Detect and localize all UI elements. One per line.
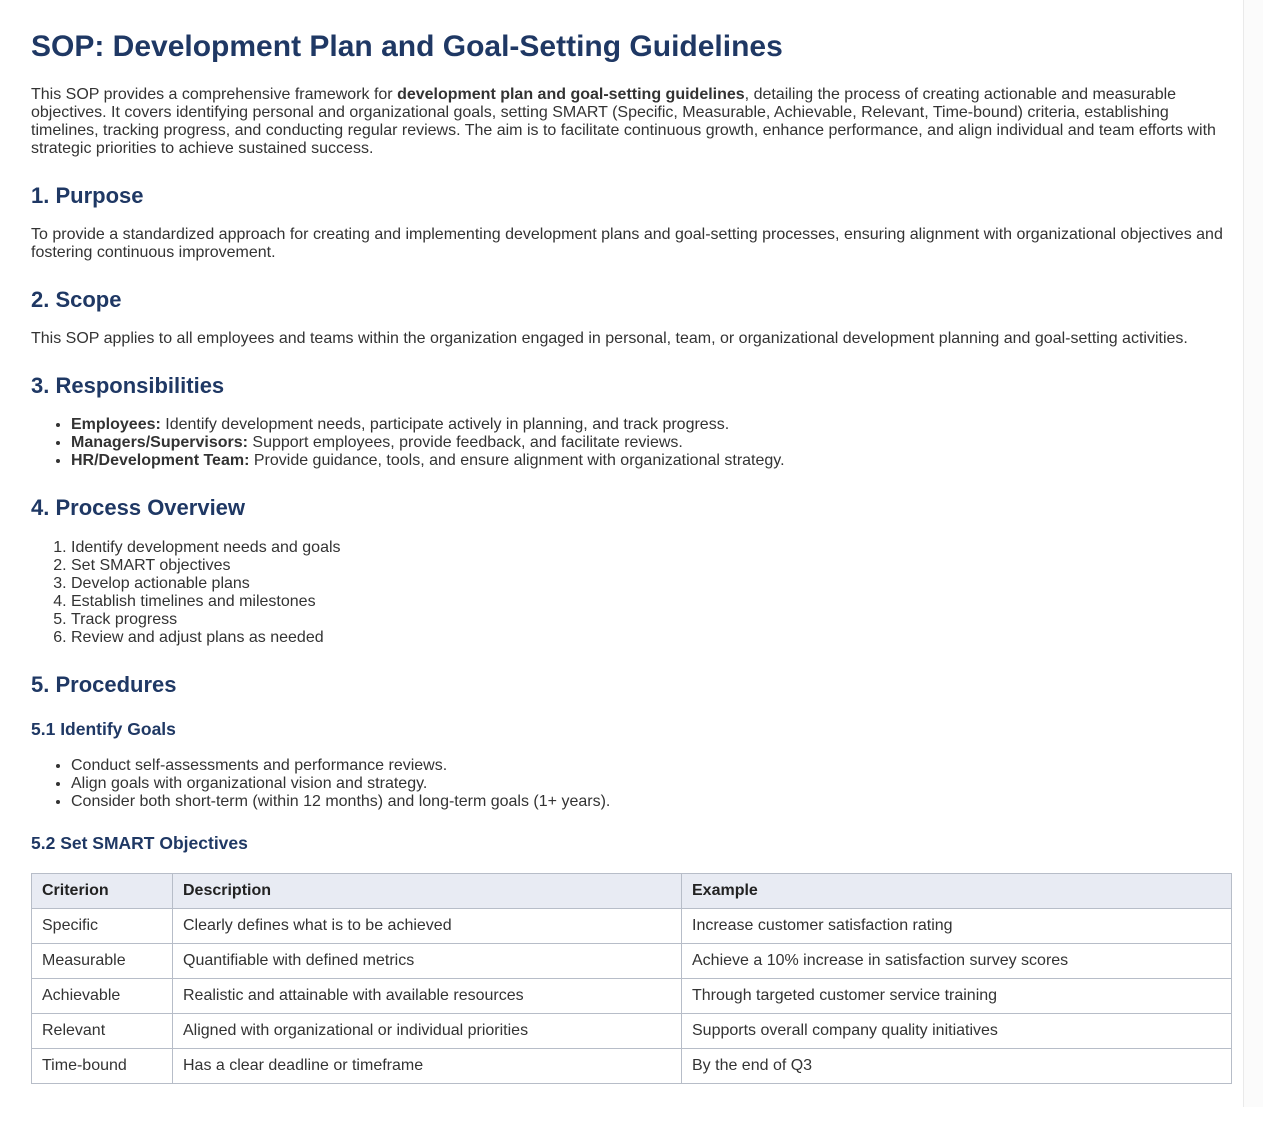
table-cell-example: Achieve a 10% increase in satisfaction survey scores: [682, 944, 1232, 979]
table-row: [32, 979, 1232, 1014]
subsection-heading-smart-objectives: 5.2 Set SMART Objectives: [31, 833, 1231, 853]
vertical-scrollbar[interactable]: [1243, 0, 1263, 1107]
table-cell-example: Through targeted customer service training: [682, 979, 1232, 1014]
list-item: 4. Establish timelines and milestones: [71, 593, 1231, 611]
table-cell-criterion: Specific: [32, 909, 173, 944]
section-process-overview: [31, 495, 1231, 646]
table-row: [32, 909, 1232, 944]
list-item: • Consider both short-term (within 12 months) and long-term goals (1+ years).: [71, 793, 1231, 811]
purpose-paragraph: To provide a standardized approach for creating and implementing development plans and goal-setting processes, ensuring alignment with organizational objectives and fostering continuous improvement.: [31, 226, 1231, 262]
responsibility-text: Support employees, provide feedback, and facilitate reviews.: [252, 434, 682, 451]
table-header-row: [32, 874, 1232, 909]
table-cell-criterion: Achievable: [32, 979, 173, 1014]
table-cell-description: Quantifiable with defined metrics: [173, 944, 682, 979]
section-scope: [31, 287, 1231, 348]
subsection-heading-identify-goals: 5.1 Identify Goals: [31, 719, 1231, 739]
responsibilities-list: [31, 416, 1231, 470]
table-cell-criterion: Time-bound: [32, 1049, 173, 1084]
identify-goals-list: [31, 757, 1231, 811]
section-heading-procedures: 5. Procedures: [31, 672, 1231, 697]
list-item: [71, 416, 1231, 434]
smart-objectives-table: [31, 873, 1232, 1084]
list-item: 2. Set SMART objectives: [71, 557, 1231, 575]
responsibility-role-label: HR/Development Team:: [71, 452, 254, 469]
table-cell-description: Realistic and attainable with available resources: [173, 979, 682, 1014]
table-row: [32, 944, 1232, 979]
section-responsibilities: [31, 373, 1231, 470]
list-item: • Align goals with organizational vision and strategy.: [71, 775, 1231, 793]
intro-text-before: This SOP provides a comprehensive framework for: [31, 86, 397, 103]
section-heading-purpose: 1. Purpose: [31, 183, 1231, 208]
table-row: [32, 1049, 1232, 1084]
responsibility-text: Provide guidance, tools, and ensure alignment with organizational strategy.: [254, 452, 785, 469]
table-cell-example: Increase customer satisfaction rating: [682, 909, 1232, 944]
table-cell-description: Aligned with organizational or individual priorities: [173, 1014, 682, 1049]
table-cell-description: Has a clear deadline or timeframe: [173, 1049, 682, 1084]
intro-bold-text: development plan and goal-setting guidelines: [397, 86, 745, 103]
list-item: • Conduct self-assessments and performance reviews.: [71, 757, 1231, 775]
sop-document-page: [0, 30, 1263, 1137]
table-cell-example: Supports overall company quality initiatives: [682, 1014, 1232, 1049]
section-heading-process-overview: 4. Process Overview: [31, 495, 1231, 520]
table-header-description: Description: [173, 874, 682, 909]
sop-document-content: [31, 30, 1231, 1084]
responsibility-role-label: Employees:: [71, 416, 165, 433]
list-item: 1. Identify development needs and goals: [71, 539, 1231, 557]
table-header-criterion: Criterion: [32, 874, 173, 909]
list-item: 3. Develop actionable plans: [71, 575, 1231, 593]
page-title: SOP: Development Plan and Goal-Setting Guidelines: [31, 30, 1231, 65]
section-procedures: [31, 672, 1231, 1085]
table-cell-criterion: Relevant: [32, 1014, 173, 1049]
table-cell-description: Clearly defines what is to be achieved: [173, 909, 682, 944]
section-heading-responsibilities: 3. Responsibilities: [31, 373, 1231, 398]
table-row: [32, 1014, 1232, 1049]
responsibility-text: Identify development needs, participate actively in planning, and track progress.: [165, 416, 729, 433]
table-header-example: Example: [682, 874, 1232, 909]
responsibility-role-label: Managers/Supervisors:: [71, 434, 252, 451]
process-overview-list: [31, 539, 1231, 647]
table-cell-example: By the end of Q3: [682, 1049, 1232, 1084]
intro-text-after: , detailing the process of creating actionable and measurable objectives. It covers identifying personal and organizational goals, setting SMART (Specific, Measurable, Achievable, Relevant, Time-bound) criteria, establishing timelines, tracking progress, and conducting regular reviews. The aim is to facilitate continuous growth, enhance performance, and align individual and team efforts with strategic priorities to achieve sustained success.: [31, 86, 1216, 157]
list-item: [71, 452, 1231, 470]
intro-paragraph: [31, 86, 1231, 158]
list-item: 6. Review and adjust plans as needed: [71, 629, 1231, 647]
scope-paragraph: This SOP applies to all employees and teams within the organization engaged in personal, team, or organizational development planning and goal-setting activities.: [31, 330, 1231, 348]
list-item: 5. Track progress: [71, 611, 1231, 629]
table-cell-criterion: Measurable: [32, 944, 173, 979]
list-item: [71, 434, 1231, 452]
section-heading-scope: 2. Scope: [31, 287, 1231, 312]
section-purpose: [31, 183, 1231, 262]
